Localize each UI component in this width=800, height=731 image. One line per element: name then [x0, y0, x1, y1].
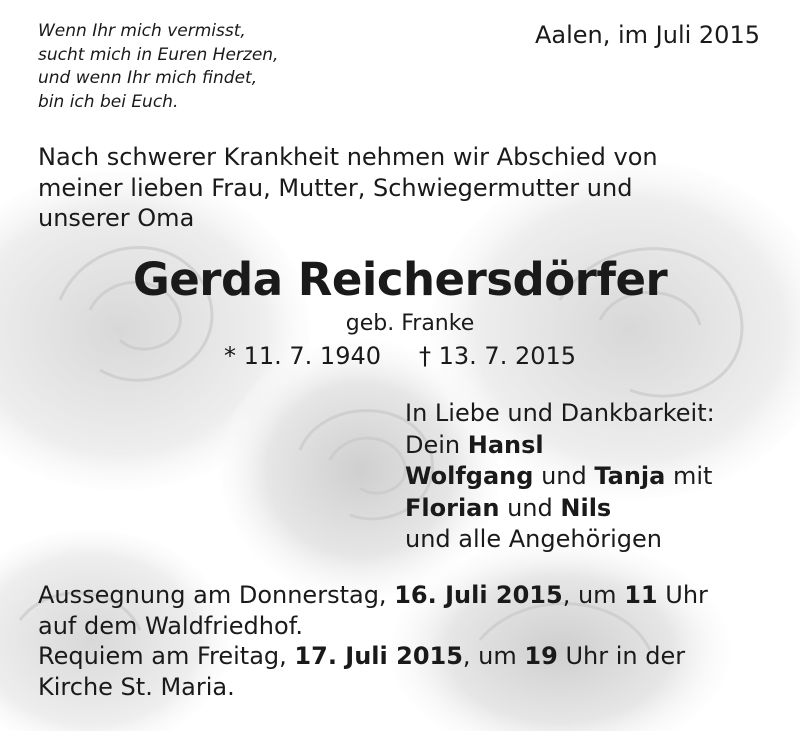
- birth-date: * 11. 7. 1940: [223, 342, 381, 370]
- mourner-text: Dein: [405, 430, 461, 459]
- deceased-name: Gerda Reichersdörfer: [132, 253, 668, 306]
- poem-line: sucht mich in Euren Herzen,: [38, 44, 279, 65]
- mourner-text: mit: [672, 462, 713, 490]
- memorial-poem: [38, 20, 278, 114]
- service-line: Kirche St. Maria.: [38, 672, 235, 701]
- life-dates: [0, 340, 800, 372]
- service-date: 17. Juli 2015: [294, 642, 463, 670]
- service-details: [38, 580, 708, 702]
- service-line: [38, 580, 708, 611]
- service-text: Uhr: [665, 581, 708, 609]
- mourner-text: und: [541, 462, 587, 490]
- poem-line: Wenn Ihr mich vermisst,: [38, 21, 246, 41]
- mourner-name: Tanja: [594, 462, 666, 490]
- mourner-name: Hansl: [467, 430, 544, 459]
- announcement-line: meiner lieben Frau, Mutter, Schwiegermutter und: [38, 173, 633, 202]
- service-text: Uhr in der: [565, 642, 686, 670]
- service-time: 19: [524, 642, 558, 670]
- mourner-text: und: [507, 493, 553, 522]
- announcement-line: Nach schwerer Krankheit nehmen wir Abschied von: [38, 143, 658, 171]
- service-text: Aussegnung am Donnerstag,: [38, 581, 387, 609]
- place-and-date: Aalen, im Juli 2015: [534, 21, 760, 49]
- mourners-closing: und alle Angehörigen: [405, 525, 662, 553]
- mourner-name: Nils: [560, 493, 612, 522]
- service-time: 11: [624, 581, 658, 609]
- mourner-line: [405, 461, 715, 493]
- mourner-line: [405, 430, 715, 462]
- death-date: † 13. 7. 2015: [419, 342, 577, 370]
- announcement-text: [38, 142, 658, 234]
- maiden-name: geb. Franke: [345, 311, 475, 336]
- poem-line: bin ich bei Euch.: [38, 91, 179, 112]
- service-line: auf dem Waldfriedhof.: [38, 611, 304, 640]
- service-line: [38, 641, 708, 672]
- service-text: , um: [562, 581, 617, 609]
- mourner-name: Florian: [405, 493, 500, 522]
- mourners-block: [405, 398, 715, 556]
- mourners-heading: In Liebe und Dankbarkeit:: [405, 399, 715, 427]
- mourner-name: Wolfgang: [405, 462, 534, 490]
- service-text: , um: [462, 642, 517, 670]
- announcement-line: unserer Oma: [38, 204, 195, 232]
- mourner-line: [405, 493, 715, 525]
- service-text: Requiem am Freitag,: [38, 642, 287, 670]
- service-date: 16. Juli 2015: [394, 581, 563, 609]
- poem-line: und wenn Ihr mich findet,: [38, 68, 258, 88]
